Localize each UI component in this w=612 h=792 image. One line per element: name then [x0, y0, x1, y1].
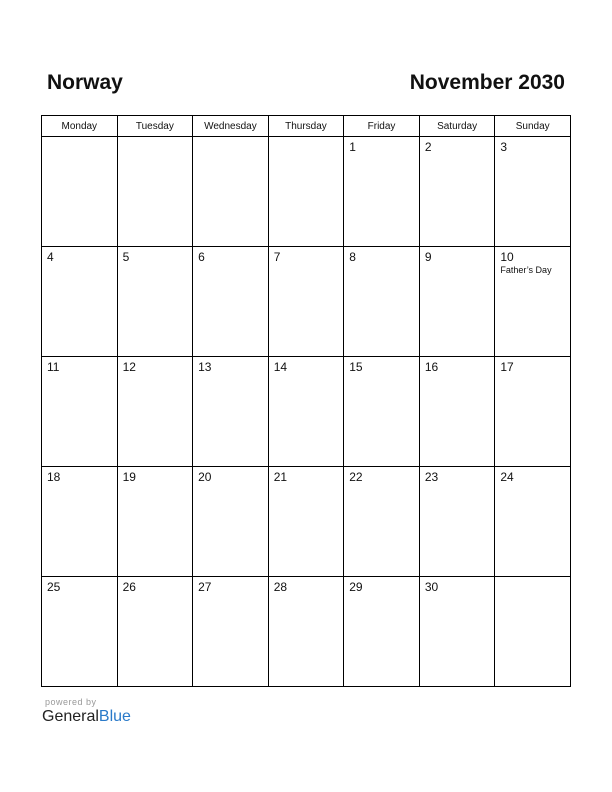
day-number: 4	[47, 250, 54, 264]
day-number: 23	[424, 470, 439, 484]
day-cell	[344, 137, 420, 247]
day-number: 27	[198, 580, 212, 594]
day-cell	[42, 247, 118, 357]
day-cell	[419, 467, 495, 577]
day-cell	[495, 467, 571, 577]
day-number: 24	[500, 470, 514, 484]
powered-by-text: powered by	[45, 697, 97, 707]
day-cell	[268, 357, 344, 467]
brand-general-text: General	[42, 708, 99, 725]
day-cell	[268, 577, 344, 687]
day-number: 9	[424, 250, 432, 264]
day-cell	[117, 577, 193, 687]
day-number	[193, 137, 268, 140]
day-number: 12	[122, 360, 136, 374]
country-title: Norway	[47, 71, 123, 94]
day-number	[118, 137, 193, 140]
day-cell	[193, 357, 269, 467]
day-number: 28	[273, 580, 288, 594]
day-number: 11	[47, 360, 60, 374]
day-number: 3	[500, 140, 508, 154]
day-cell	[419, 577, 495, 687]
calendar-grid	[41, 115, 571, 687]
day-number: 20	[198, 470, 212, 484]
day-number: 6	[198, 250, 205, 264]
day-cell	[193, 247, 269, 357]
day-cell	[495, 137, 571, 247]
day-number: 18	[47, 470, 61, 484]
day-number: 21	[273, 470, 288, 484]
day-number: 26	[122, 580, 136, 594]
weekday-sunday: Sunday	[495, 116, 571, 137]
day-number: 10	[500, 250, 514, 264]
day-number: 16	[424, 360, 439, 374]
day-number: 7	[273, 250, 281, 264]
brand-blue-text: Blue	[98, 708, 131, 725]
day-cell	[268, 137, 344, 247]
day-number: 1	[349, 140, 356, 154]
day-cell	[42, 467, 118, 577]
day-number: 22	[349, 470, 363, 484]
day-cell	[419, 137, 495, 247]
day-cell	[268, 467, 344, 577]
day-number: 13	[198, 360, 212, 374]
month-title: November 2030	[409, 71, 565, 94]
day-cell	[344, 467, 420, 577]
week-row	[42, 247, 571, 357]
weekday-header-row	[42, 116, 571, 137]
day-cell	[117, 247, 193, 357]
day-cell	[344, 247, 420, 357]
day-cell	[42, 577, 118, 687]
day-cell	[344, 577, 420, 687]
day-number: 14	[273, 360, 288, 374]
day-cell	[495, 577, 571, 687]
day-number: 29	[349, 580, 363, 594]
weekday-wednesday: Wednesday	[193, 116, 269, 137]
holiday-label: Father’s Day	[500, 265, 552, 275]
day-cell	[117, 137, 193, 247]
week-row	[42, 357, 571, 467]
day-cell	[42, 357, 118, 467]
day-cell	[419, 357, 495, 467]
week-row	[42, 137, 571, 247]
day-cell	[117, 357, 193, 467]
day-number: 30	[424, 580, 439, 594]
generalblue-logo[interactable]	[42, 708, 131, 726]
day-number: 17	[500, 360, 514, 374]
day-cell	[268, 247, 344, 357]
day-cell	[193, 577, 269, 687]
weekday-saturday: Saturday	[419, 116, 495, 137]
day-number: 5	[122, 250, 130, 264]
day-cell	[495, 357, 571, 467]
day-cell	[117, 467, 193, 577]
weekday-monday: Monday	[42, 116, 118, 137]
day-number: 8	[349, 250, 356, 264]
day-number: 25	[47, 580, 61, 594]
day-number: 2	[424, 140, 432, 154]
day-number	[42, 137, 117, 140]
day-cell	[193, 467, 269, 577]
day-number: 19	[122, 470, 136, 484]
day-cell	[344, 357, 420, 467]
day-number: 15	[349, 360, 363, 374]
weekday-tuesday: Tuesday	[117, 116, 193, 137]
day-cell	[419, 247, 495, 357]
day-number	[269, 137, 344, 140]
week-row	[42, 577, 571, 687]
day-cell	[193, 137, 269, 247]
day-cell	[42, 137, 118, 247]
weekday-thursday: Thursday	[268, 116, 344, 137]
week-row	[42, 467, 571, 577]
weekday-friday: Friday	[344, 116, 420, 137]
day-cell	[495, 247, 571, 357]
day-number	[495, 577, 570, 580]
